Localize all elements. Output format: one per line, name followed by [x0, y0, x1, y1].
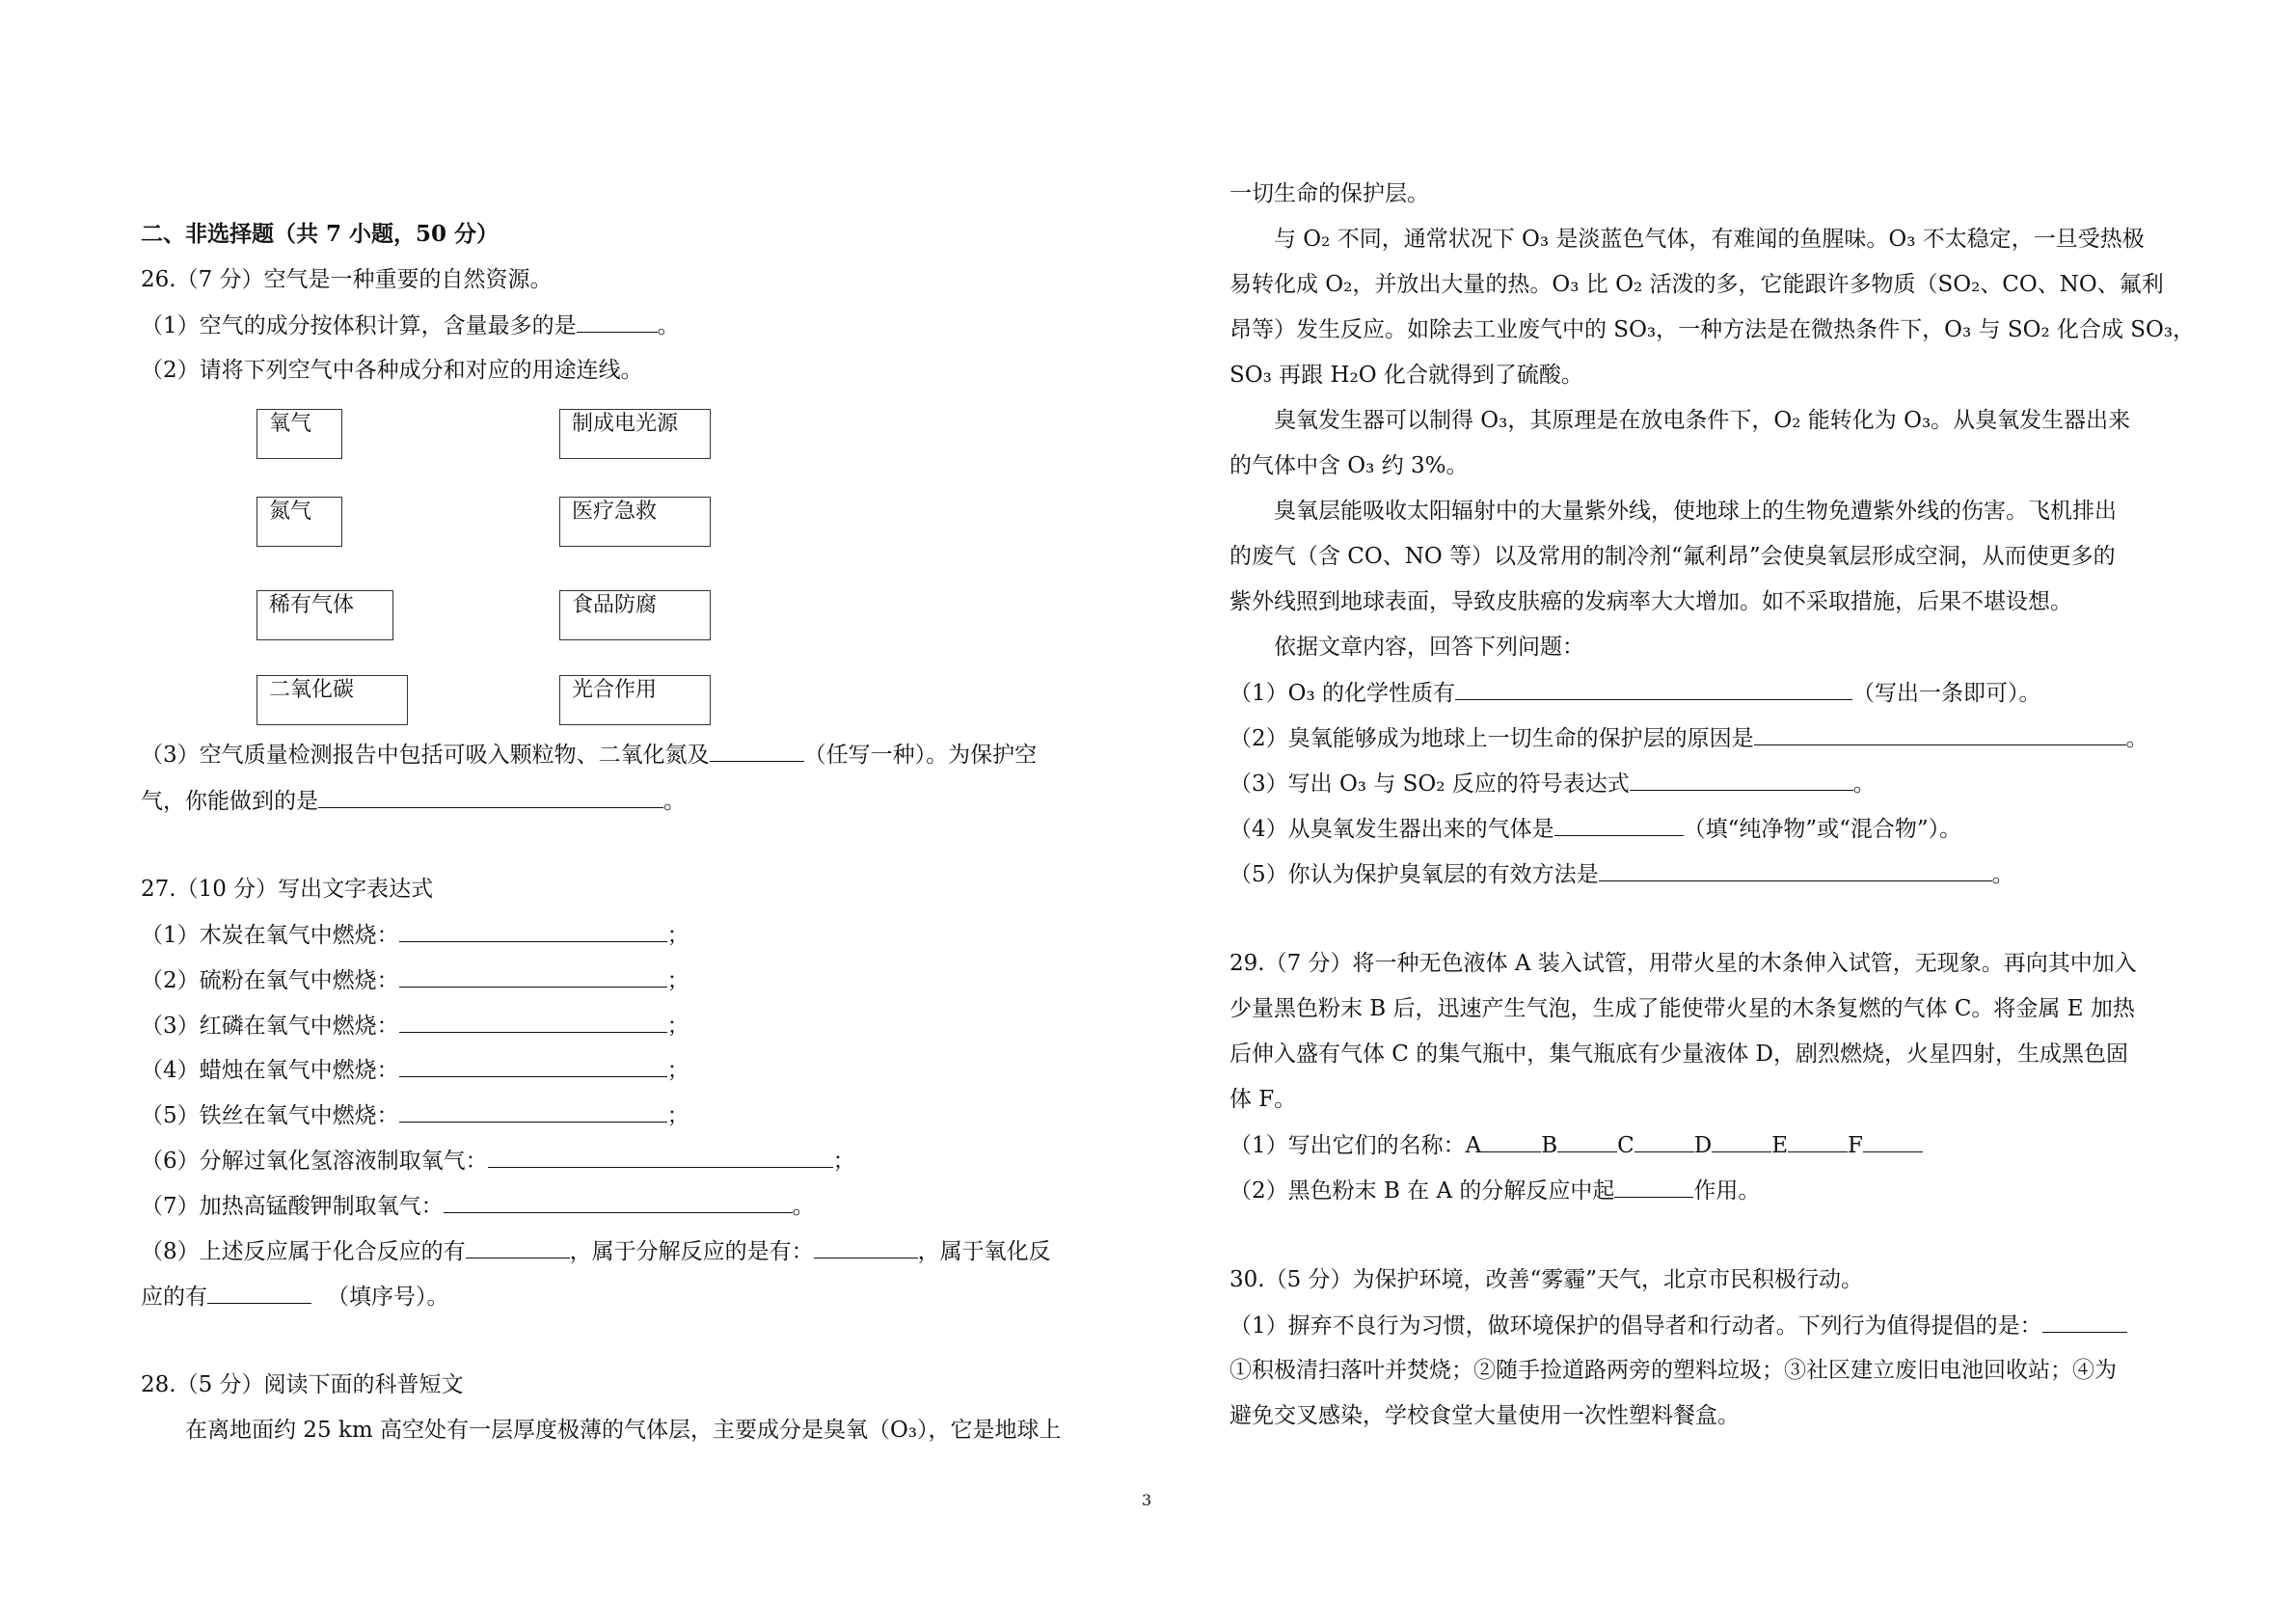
q27-item: （5）铁丝在氧气中燃烧： ； [141, 1100, 689, 1130]
passage-continuation: 一切生命的保护层。 [1229, 181, 1429, 206]
q28-item1: （1）O₃ 的化学性质有 （写出一条即可）。 [1229, 678, 2041, 708]
q29-names: （1）写出它们的名称：A B C D E F [1229, 1130, 1923, 1160]
answer-blank[interactable] [399, 920, 667, 942]
q27-item: （3）红磷在氧气中燃烧： ； [141, 1011, 689, 1041]
section-title: 二、非选择题（共 7 小题，50 分） [141, 221, 500, 247]
passage-line: SO₃ 再跟 H₂O 化合就得到了硫酸。 [1229, 363, 1583, 388]
passage-line: 紫外线照到地球表面，导致皮肤癌的发病率大大增加。如不采取措施，后果不堪设想。 [1229, 589, 2072, 614]
answer-blank[interactable] [207, 1282, 311, 1304]
q26-part1: （1）空气的成分按体积计算，含量最多的是 。 [141, 311, 680, 340]
q27-item: （6）分解过氧化氢溶液制取氧气： ； [141, 1146, 855, 1176]
passage-line: 臭氧发生器可以制得 O₃，其原理是在放电条件下，O₂ 能转化为 O₃。从臭氧发生器出来 [1274, 408, 2131, 433]
q30-part1: （1）摒弃不良行为习惯，做环境保护的倡导者和行动者。下列行为值得提倡的是： [1229, 1311, 2127, 1340]
passage-line: 易转化成 O₂，并放出大量的热。O₃ 比 O₂ 活泼的多，它能跟许多物质（SO₂、CO、NO、氟利 [1229, 272, 2164, 297]
answer-blank[interactable] [399, 1100, 667, 1123]
q28-item4: （4）从臭氧发生器出来的气体是 （填“纯净物”或“混合物”）。 [1229, 814, 1961, 844]
q27-stem: 27.（10 分）写出文字表达式 [141, 877, 434, 902]
q26-part3: （3）空气质量检测报告中包括可吸入颗粒物、二氧化氮及 （任写一种）。为保护空 [141, 740, 1037, 770]
answer-blank[interactable] [814, 1236, 918, 1259]
q29-line: 少量黑色粉末 B 后，迅速产生气泡，生成了能使带火星的木条复燃的气体 C。将金属 E 加热 [1229, 996, 2135, 1021]
passage-line: 臭氧层能吸收太阳辐射中的大量紫外线，使地球上的生物免遭紫外线的伤害。飞机排出 [1274, 499, 2117, 524]
q27-item8-cont: 应的有 （填序号）。 [141, 1282, 449, 1312]
answer-blank[interactable] [399, 965, 667, 988]
questions-prompt: 依据文章内容，回答下列问题： [1274, 635, 1584, 660]
q29-line: 后伸入盛有气体 C 的集气瓶中，集气瓶底有少量液体 D，剧烈燃烧，火星四射，生成黑色固 [1229, 1042, 2128, 1067]
match-box-left[interactable]: 稀有气体 [257, 590, 393, 640]
q29-part2: （2）黑色粉末 B 在 A 的分解反应中起 作用。 [1229, 1176, 1760, 1205]
answer-blank[interactable] [399, 1011, 667, 1033]
passage-line: 昂等）发生反应。如除去工业废气中的 SO₃，一种方法是在微热条件下，O₃ 与 SO₂ 化合成 SO₃， [1229, 317, 2196, 342]
q27-item: （4）蜡烛在氧气中燃烧： ； [141, 1055, 689, 1085]
answer-blank[interactable] [488, 1146, 833, 1168]
answer-blank[interactable] [577, 311, 658, 333]
match-box-right[interactable]: 医疗急救 [559, 497, 711, 547]
answer-blank[interactable] [1614, 1176, 1693, 1198]
answer-blank[interactable] [1712, 1130, 1771, 1152]
q27-item: （7）加热高锰酸钾制取氧气： 。 [141, 1191, 815, 1221]
answer-blank[interactable] [399, 1055, 667, 1077]
answer-blank[interactable] [1630, 769, 1853, 791]
passage-line: 的废气（含 CO、NO 等）以及常用的制冷剂“氟利昂”会使臭氧层形成空洞，从而使更多的 [1229, 544, 2116, 569]
q28-paragraph: 在离地面约 25 km 高空处有一层厚度极薄的气体层，主要成分是臭氧（O₃），它是地球上 [185, 1418, 1062, 1443]
answer-blank[interactable] [1455, 678, 1852, 700]
passage-line: 的气体中含 O₃ 约 3%。 [1229, 453, 1469, 478]
q28-item5: （5）你认为保护臭氧层的有效方法是 。 [1229, 859, 2014, 889]
answer-blank[interactable] [1599, 859, 1992, 881]
q28-stem: 28.（5 分）阅读下面的科普短文 [141, 1372, 464, 1397]
answer-blank[interactable] [1634, 1130, 1694, 1152]
answer-blank[interactable] [1557, 1130, 1617, 1152]
match-box-right[interactable]: 光合作用 [559, 675, 711, 725]
match-box-left[interactable]: 氧气 [257, 409, 342, 459]
page-number: 3 [1142, 1491, 1152, 1509]
q29-line: 29.（7 分）将一种无色液体 A 装入试管，用带火星的木条伸入试管，无现象。再向其中加入 [1229, 951, 2137, 976]
q30-stem: 30.（5 分）为保护环境，改善“雾霾”天气，北京市民积极行动。 [1229, 1267, 1864, 1292]
answer-blank[interactable] [318, 786, 663, 808]
match-box-left[interactable]: 氮气 [257, 497, 342, 547]
answer-blank[interactable] [1754, 723, 2126, 745]
q27-item: （1）木炭在氧气中燃烧： ； [141, 920, 689, 950]
q28-item3: （3）写出 O₃ 与 SO₂ 反应的符号表达式 。 [1229, 769, 1876, 798]
q28-item2: （2）臭氧能够成为地球上一切生命的保护层的原因是 。 [1229, 723, 2148, 753]
answer-blank[interactable] [1481, 1130, 1541, 1152]
answer-blank[interactable] [2042, 1311, 2127, 1333]
passage-line: 与 O₂ 不同，通常状况下 O₃ 是淡蓝色气体，有难闻的鱼腥味。O₃ 不太稳定，一旦受热极 [1274, 227, 2145, 252]
answer-blank[interactable] [710, 740, 804, 762]
q27-item8: （8）上述反应属于化合反应的有 ，属于分解反应的是有： ，属于氧化反 [141, 1236, 1051, 1266]
answer-blank[interactable] [1554, 814, 1684, 836]
q26-part3-cont: 气，你能做到的是 。 [141, 786, 686, 816]
match-box-right[interactable]: 制成电光源 [559, 409, 711, 459]
answer-blank[interactable] [1788, 1130, 1848, 1152]
q26-part2: （2）请将下列空气中各种成分和对应的用途连线。 [141, 358, 643, 383]
answer-blank[interactable] [444, 1191, 793, 1213]
answer-blank[interactable] [466, 1236, 570, 1259]
q26-stem: 26.（7 分）空气是一种重要的自然资源。 [141, 267, 553, 292]
q27-item: （2）硫粉在氧气中燃烧： ； [141, 965, 689, 995]
q30-options: ①积极清扫落叶并焚烧；②随手捡道路两旁的塑料垃圾；③社区建立废旧电池回收站；④为 [1229, 1358, 2117, 1383]
answer-blank[interactable] [1863, 1130, 1923, 1152]
q29-line: 体 F。 [1229, 1087, 1297, 1112]
q30-options: 避免交叉感染，学校食堂大量使用一次性塑料餐盒。 [1229, 1403, 1740, 1428]
match-box-right[interactable]: 食品防腐 [559, 590, 711, 640]
match-box-left[interactable]: 二氧化碳 [257, 675, 408, 725]
